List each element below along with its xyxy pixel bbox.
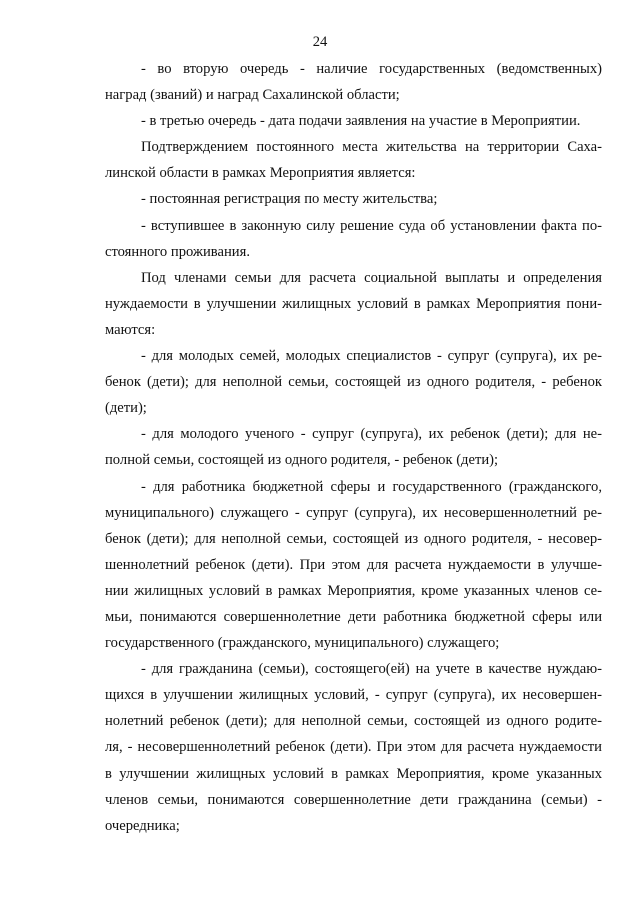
text-line: бенок (дети); для неполной семьи, состоящей из одного родителя, - ребенок [105,374,602,391]
text-line: Подтверждением постоянного места жительства на территории Саха- [141,139,602,156]
text-line: - вступившее в законную силу решение суда об установлении факта по- [141,217,602,234]
text-line: государственного (гражданского, муниципального) служащего; [105,635,500,652]
text-line: в улучшении жилищных условий в рамках Мероприятия, кроме указанных [105,765,602,782]
text-line: нуждаемости в улучшении жилищных условий в рамках Мероприятия пони- [105,295,602,312]
text-line: (дети); [105,400,147,417]
text-line: Под членами семьи для расчета социальной выплаты и определения [141,269,602,286]
text-line: щихся в улучшении жилищных условий, - супруг (супруга), их несовершен- [105,687,602,704]
text-line: нолетний ребенок (дети); для неполной семьи, состоящей из одного родите- [105,713,602,730]
text-line: - во вторую очередь - наличие государственных (ведомственных) [141,61,602,77]
text-line: стоянного проживания. [105,243,250,260]
text-line: очередника; [105,817,180,834]
text-line: - для гражданина (семьи), состоящего(ей) на учете в качестве нуждаю- [141,661,602,678]
text-line: бенок (дети); для неполной семьи, состоящей из одного родителя, - несовер- [105,530,602,547]
text-line: мьи, понимаются совершеннолетние дети работника бюджетной сферы или [105,608,602,625]
text-line: муниципального) служащего - супруг (супруга), их несовершеннолетний ре- [105,504,602,521]
page-number: 24 [312,34,328,50]
text-line: нии жилищных условий в рамках Мероприятия, кроме указанных членов се- [105,582,602,599]
text-line: - для работника бюджетной сферы и государственного (гражданского, [141,478,602,495]
page-body [105,56,602,839]
text-line: - для молодых семей, молодых специалистов - супруг (супруга), их ре- [141,348,602,365]
text-line: полной семьи, состоящей из одного родителя, - ребенок (дети); [105,452,499,469]
text-line: членов семьи, понимаются совершеннолетние дети гражданина (семьи) - [105,791,602,808]
text-line: шеннолетний ребенок (дети). При этом для расчета нуждаемости в улучше- [105,556,602,573]
text-line: - в третью очередь - дата подачи заявления на участие в Мероприятии. [141,113,581,130]
text-line: ля, - несовершеннолетний ребенок (дети). При этом для расчета нуждаемости [105,739,602,756]
text-line: - постоянная регистрация по месту жительства; [141,191,438,208]
text-line: - для молодого ученого - супруг (супруга), их ребенок (дети); для не- [141,426,602,443]
text-line: наград (званий) и наград Сахалинской области; [105,87,400,104]
text-line: линской области в рамках Мероприятия является: [105,165,416,182]
text-line: маются: [105,321,156,338]
